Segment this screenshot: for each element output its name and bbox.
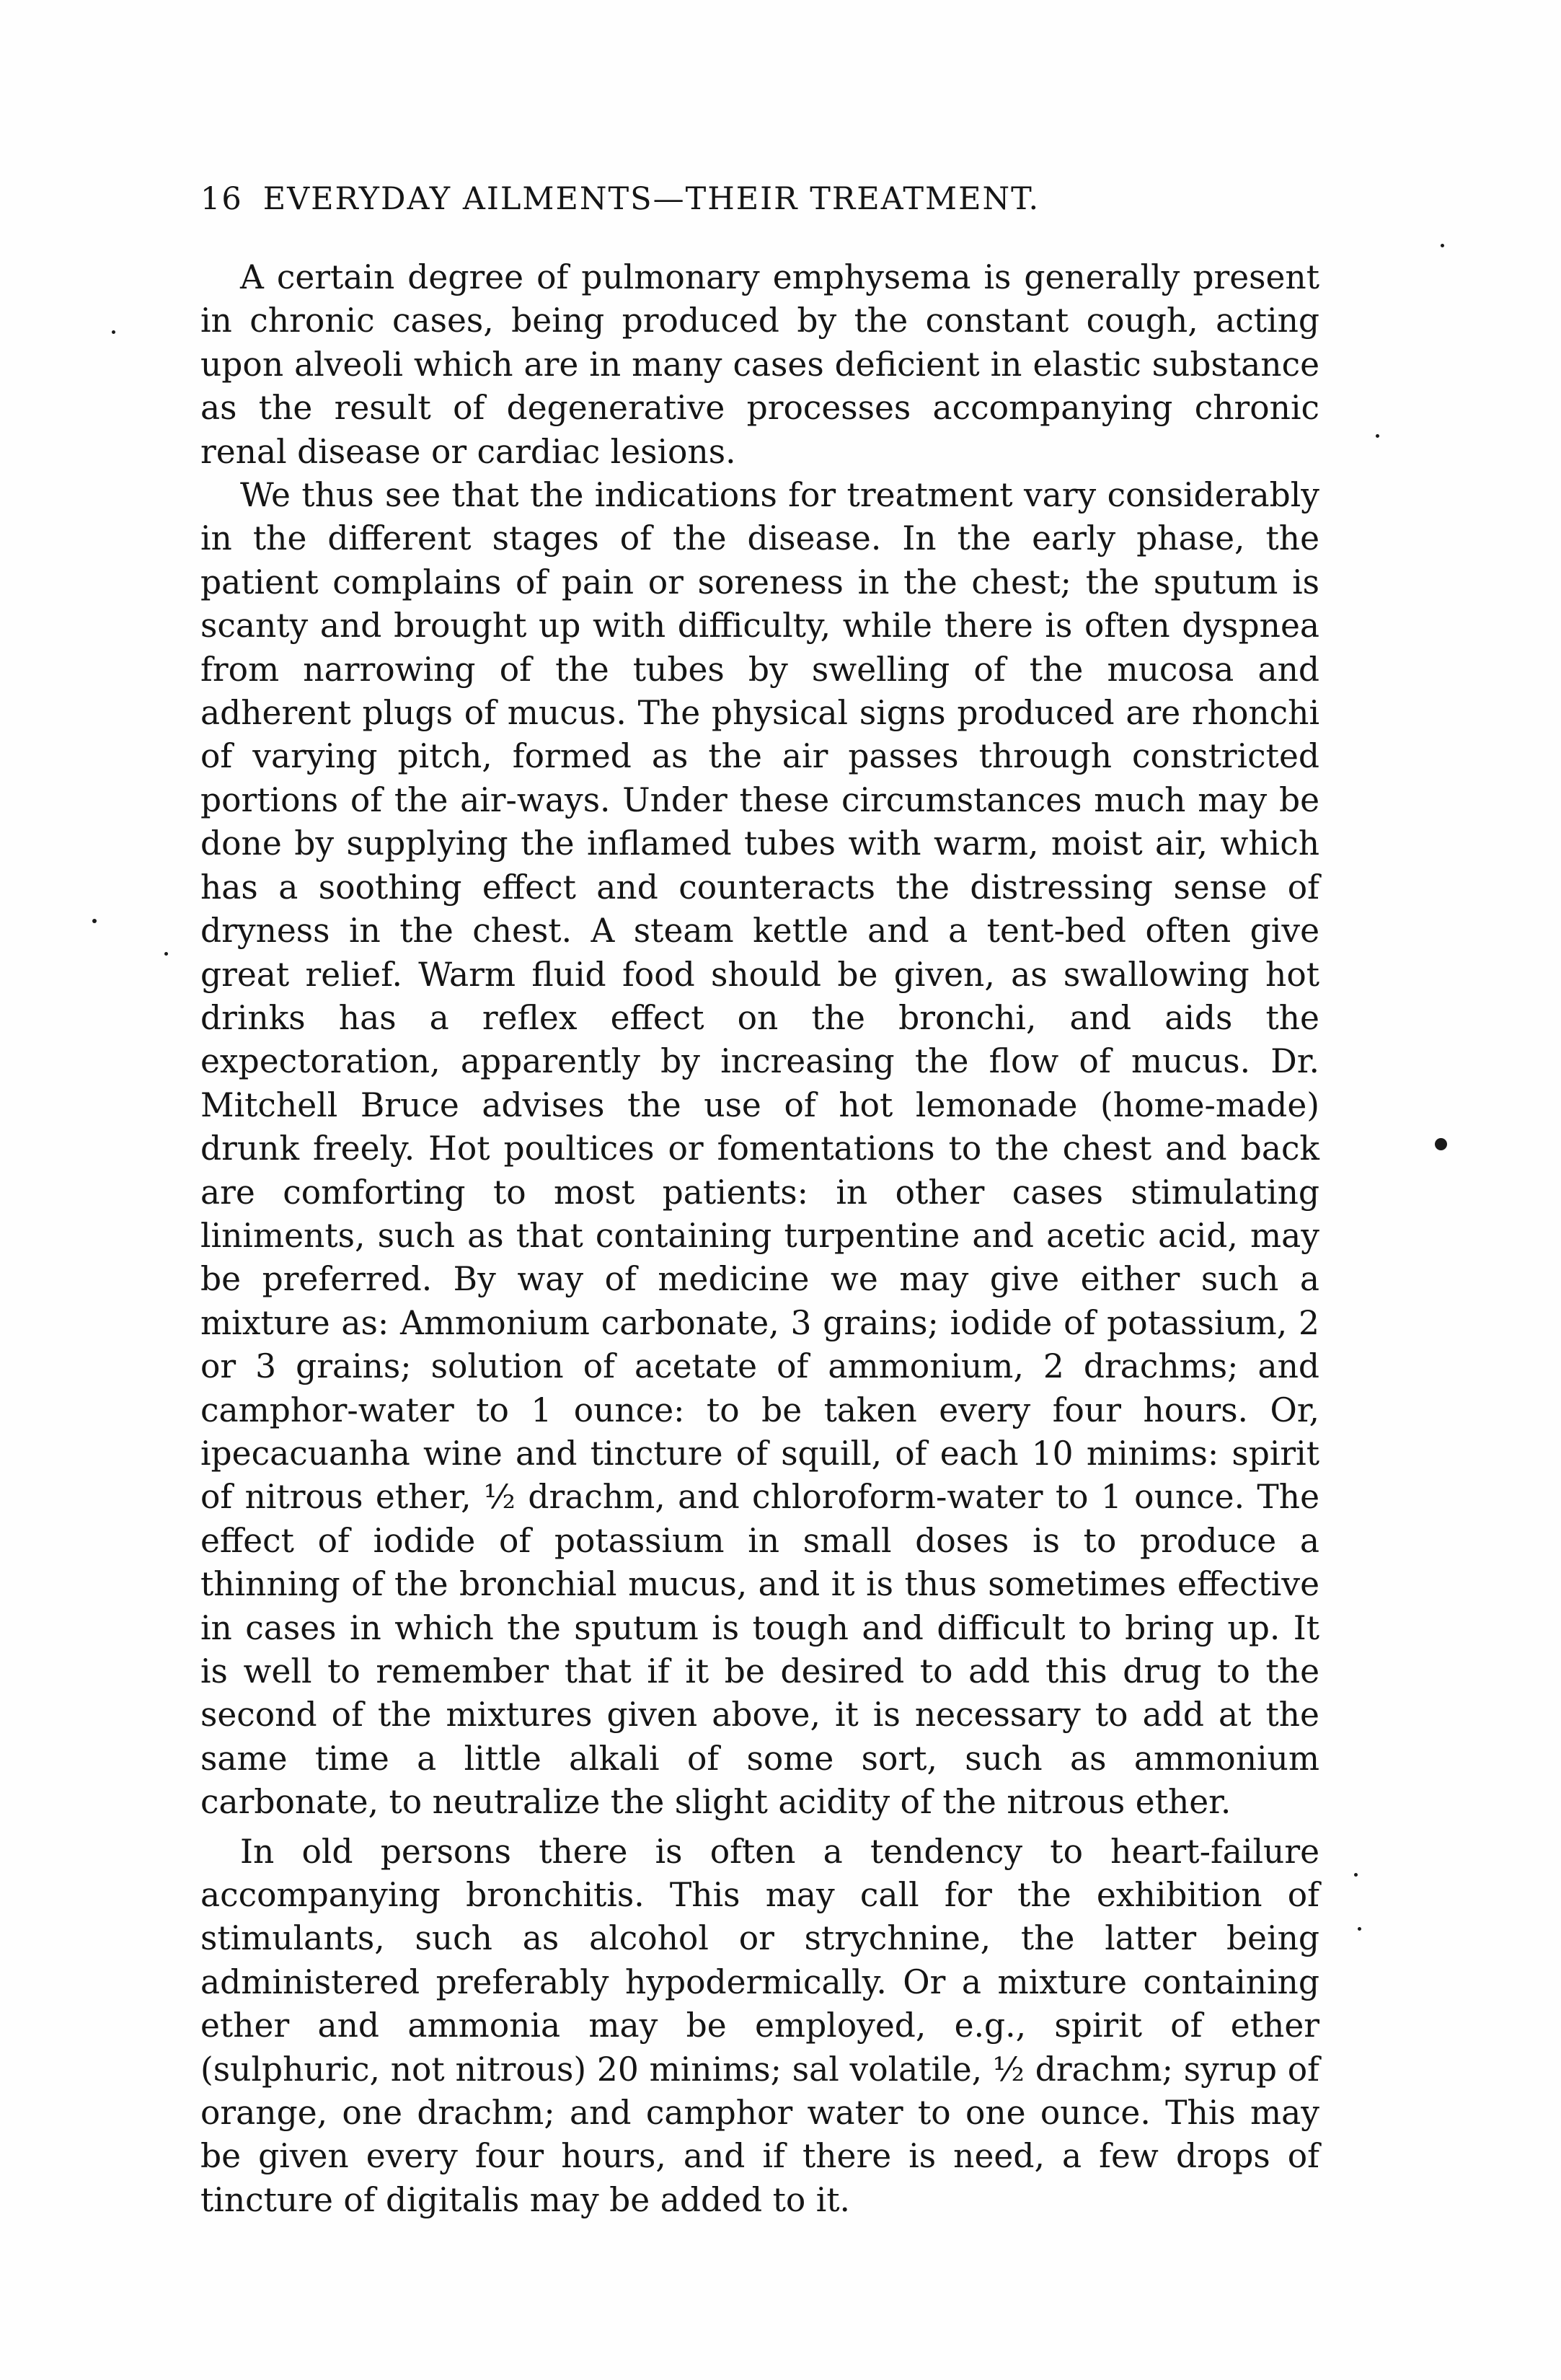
body-text bbox=[200, 256, 1319, 2222]
page-number: 16 bbox=[200, 181, 243, 217]
running-title: EVERYDAY AILMENTS—THEIR TREATMENT. bbox=[262, 181, 1040, 217]
margin-speck bbox=[1441, 244, 1444, 247]
margin-ink-dot bbox=[1435, 1138, 1447, 1150]
margin-speck bbox=[164, 952, 168, 956]
margin-speck bbox=[92, 919, 97, 923]
paragraph-treatment-indications: We thus see that the indications for treatment vary considerably in the different stages of the disease. In the early phase, the patient complains of pain or soreness in the chest; the sputum is scanty and brought up with difficulty, while there is often dyspnea from narrowing of the tubes by swelling of the mucosa and adherent plugs of mucus. The physical signs produced are rhonchi of varying pitch, formed as the air passes through constricted portions of the air-ways. Under these circumstances much may be done by supplying the inflamed tubes with warm, moist air, which has a soothing effect and counteracts the distressing sense of dryness in the chest. A steam kettle and a tent-bed often give great relief. Warm fluid food should be given, as swallowing hot drinks has a reflex effect on the bronchi, and aids the expectoration, apparently by increasing the flow of mucus. Dr. Mitchell Bruce advises the use of hot lemonade (home-made) drunk freely. Hot poultices or fomentations to the chest and back are comforting to most patients: in other cases stimulating liniments, such as that containing turpentine and acetic acid, may be preferred. By way of medicine we may give either such a mixture as: Ammonium carbonate, 3 grains; iodide of potassium, 2 or 3 grains; solution of acetate of ammonium, 2 drachms; and camphor-water to 1 ounce: to be taken every four hours. Or, ipecacuanha wine and tincture of squill, of each 10 minims: spirit of nitrous ether, ½ drachm, and chloroform-water to 1 ounce. The effect of iodide of potassium in small doses is to produce a thinning of the bronchial mucus, and it is thus sometimes effective in cases in which the sputum is tough and difficult to bring up. It is well to remember that if it be desired to add this drug to the second of the mixtures given above, it is necessary to add at the same time a little alkali of some sort, such as ammonium carbonate, to neutralize the slight acidity of the nitrous ether. bbox=[200, 476, 1319, 1822]
margin-speck bbox=[112, 330, 115, 334]
margin-speck bbox=[1354, 1873, 1358, 1877]
margin-speck bbox=[1358, 1927, 1361, 1931]
margin-speck bbox=[1376, 434, 1379, 438]
paragraph-old-persons: In old persons there is often a tendency to heart-failure accompanying bronchitis. This may call for the exhibition of stimulants, such as alcohol or strychnine, the latter being administered preferably hypodermically. Or a mixture containing ether and ammonia may be employed, e.g., spirit of ether (sulphuric, not nitrous) 20 minims; sal volatile, ½ drachm; syrup of orange, one drachm; and camphor water to one ounce. This may be given every four hours, and if there is need, a few drops of tincture of digitalis may be added to it. bbox=[200, 1832, 1319, 2219]
page-header bbox=[200, 179, 1325, 219]
paragraph-emphysema: A certain degree of pulmonary emphysema is generally present in chronic cases, being produced by the constant cough, acting upon alveoli which are in many cases deficient in elastic substance as the result of degenerative processes accompanying chronic renal disease or cardiac lesions. bbox=[200, 258, 1319, 471]
